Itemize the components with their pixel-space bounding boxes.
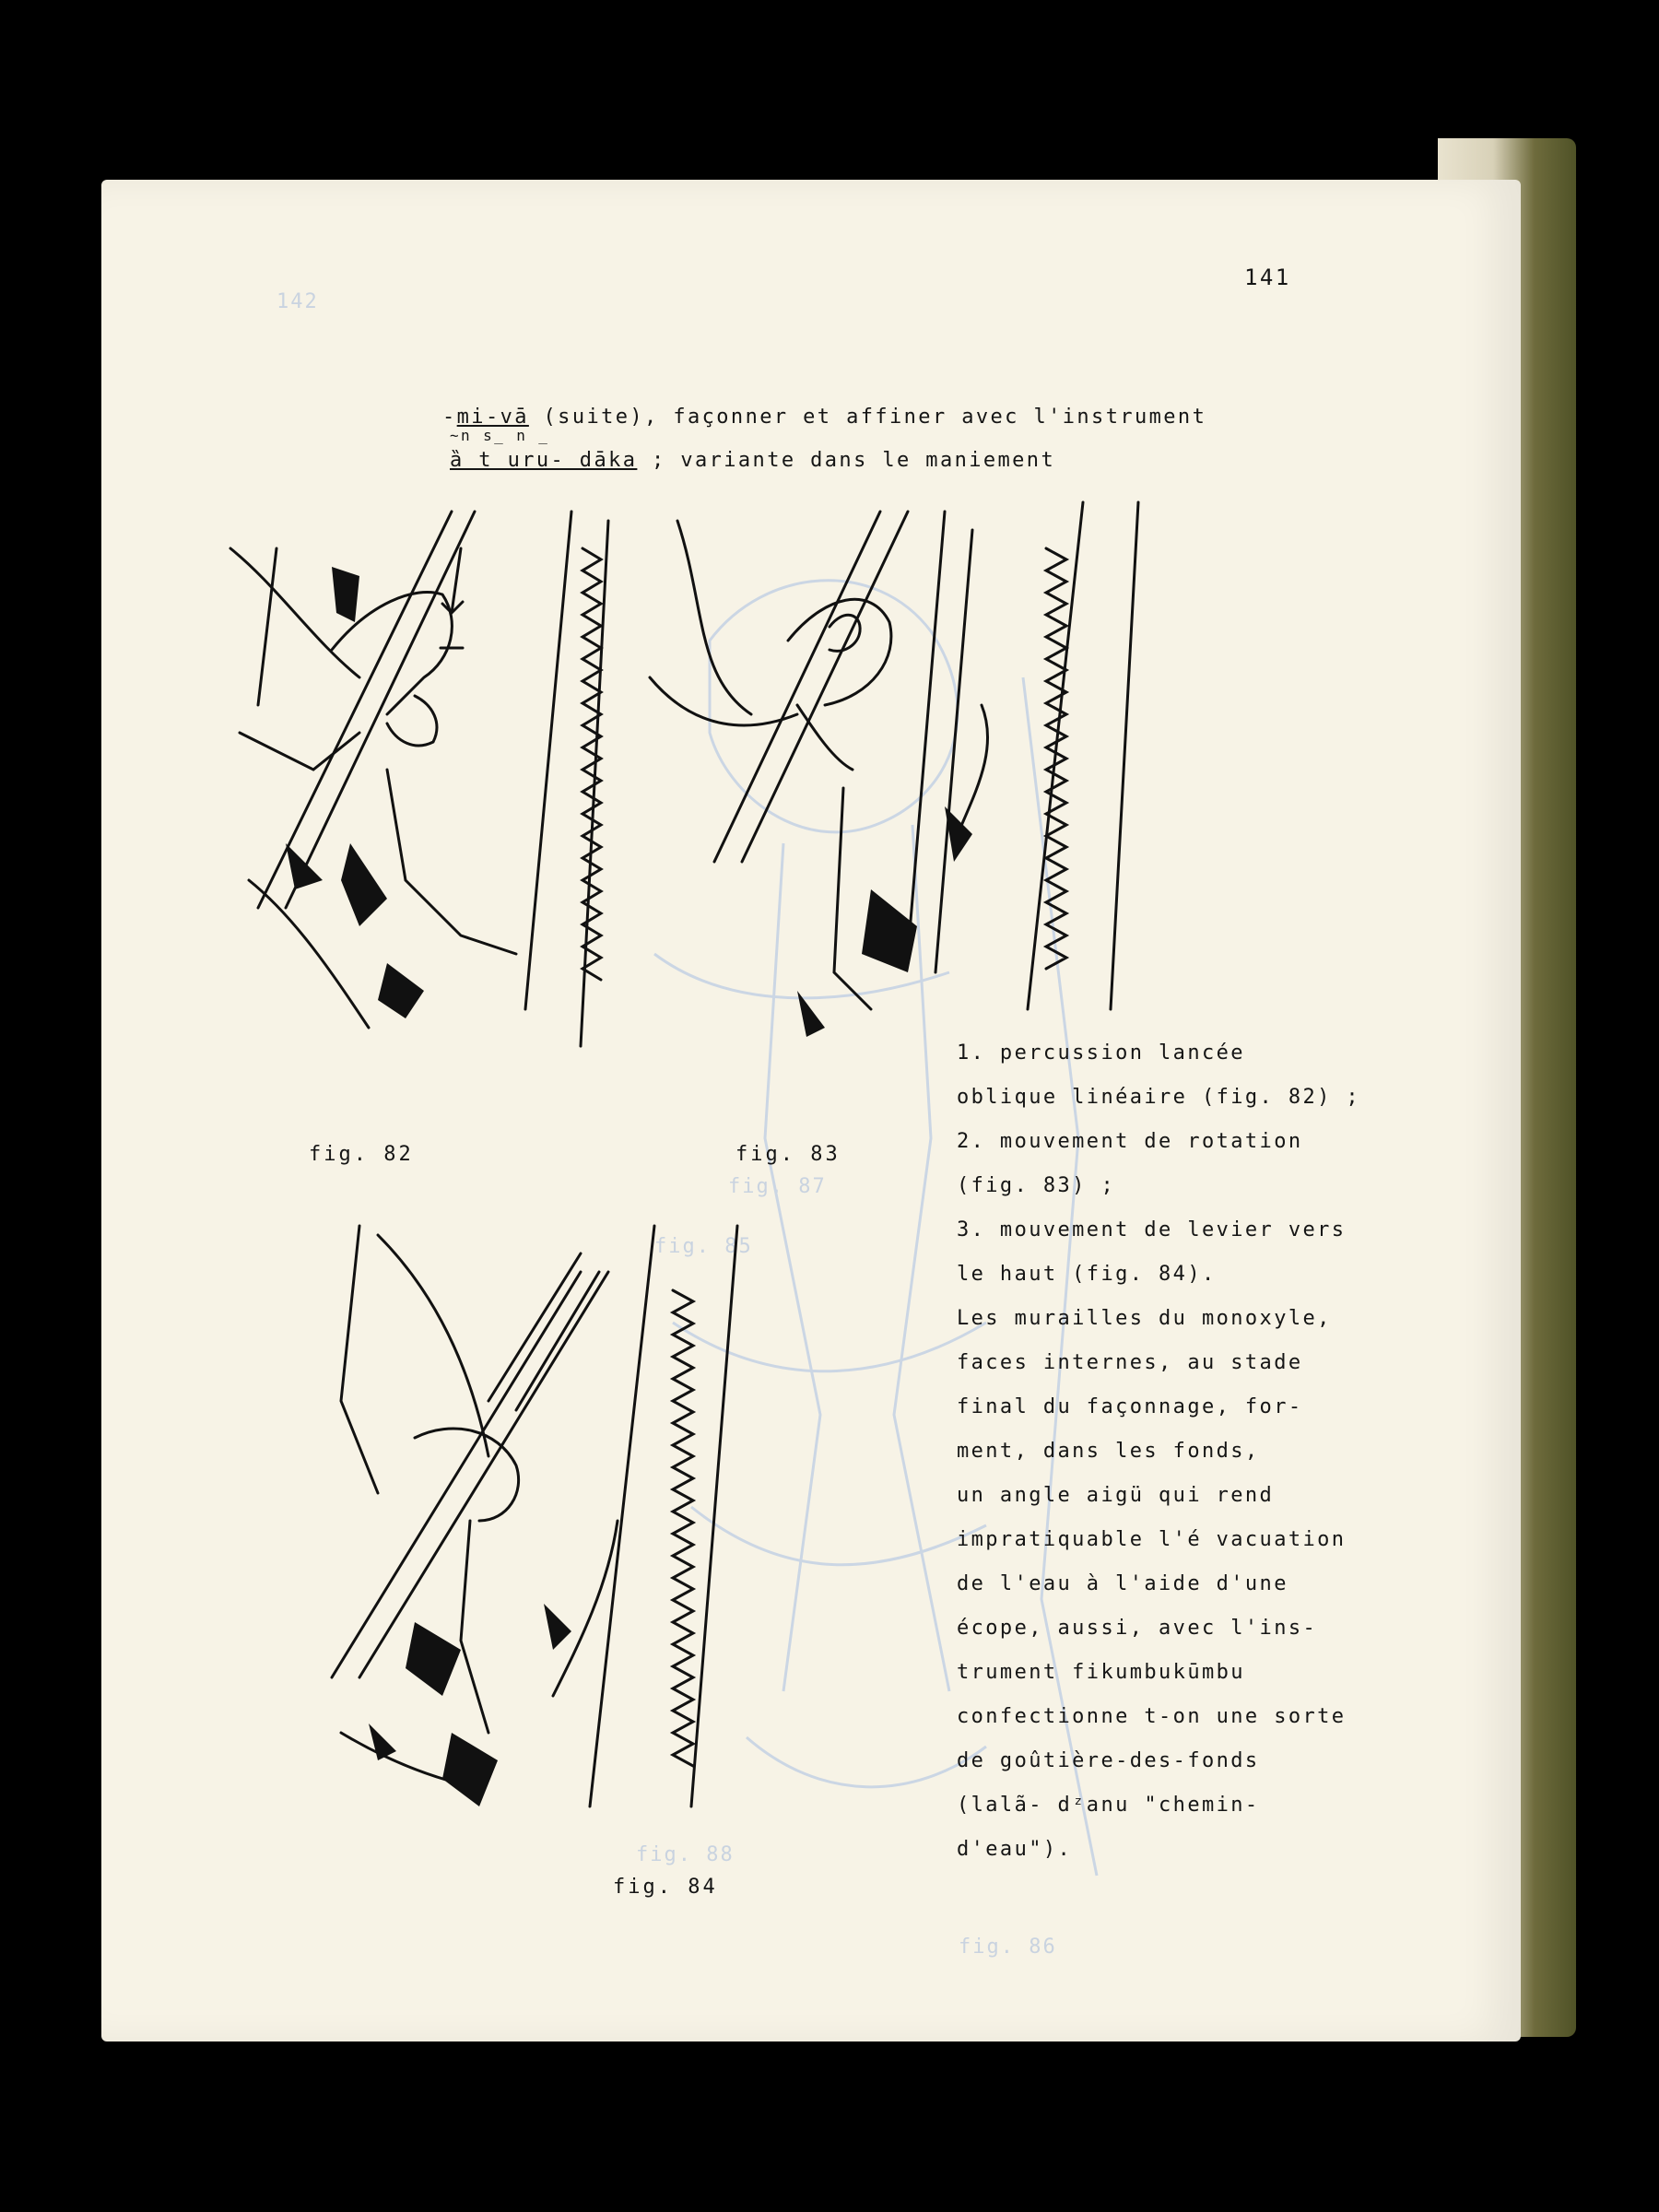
side-text-line: Les murailles du monoxyle, — [957, 1307, 1332, 1330]
side-text-line: d'eau"). — [957, 1838, 1073, 1861]
side-text-line: 2. mouvement de rotation — [957, 1130, 1303, 1153]
side-text-line: confectionne t-on une sorte — [957, 1705, 1347, 1728]
header-rest: (suite), façonner et affiner avec l'instrument — [528, 406, 1207, 429]
header-term-2: ȁ t uru- dāka — [450, 449, 638, 472]
side-text-line: (lalã- dᶻanu "chemin- — [957, 1794, 1260, 1817]
book-page — [101, 180, 1521, 2041]
page-number: 141 — [1244, 265, 1291, 290]
header-line-2 — [450, 449, 1055, 472]
side-text-line: écope, aussi, avec l'ins- — [957, 1617, 1318, 1640]
bleed-page-number: 142 — [276, 290, 319, 313]
figure-84-caption: fig. 84 — [613, 1876, 718, 1899]
side-text-line: (fig. 83) ; — [957, 1174, 1116, 1197]
side-text-line: faces internes, au stade — [957, 1351, 1303, 1374]
header-line-1 — [442, 406, 1206, 429]
side-text-line: oblique linéaire (fig. 82) ; — [957, 1086, 1361, 1109]
bleed-caption: fig. 87 — [728, 1175, 827, 1198]
side-text-column — [957, 1041, 1360, 1882]
side-text-line: impratiquable l'é vacuation — [957, 1528, 1347, 1551]
side-text-line: ment, dans les fonds, — [957, 1440, 1260, 1463]
side-text-line: de l'eau à l'aide d'une — [957, 1572, 1288, 1595]
side-text-line: le haut (fig. 84). — [957, 1263, 1217, 1286]
header-term: mi-vā — [456, 406, 529, 429]
side-text-line: trument fikumbukūmbu — [957, 1661, 1245, 1684]
side-text-line: un angle aigü qui rend — [957, 1484, 1275, 1507]
figure-82-drawing — [221, 493, 636, 1055]
figure-83-drawing — [641, 493, 1157, 1046]
figure-83-caption: fig. 83 — [735, 1143, 841, 1166]
bleed-caption: fig. 85 — [654, 1235, 753, 1258]
bleed-caption: fig. 86 — [959, 1936, 1057, 1959]
figure-82-caption: fig. 82 — [309, 1143, 414, 1166]
figure-84-drawing — [304, 1217, 783, 1843]
header-superscript: ~n s_ n _ — [450, 427, 550, 444]
side-text-line: final du façonnage, for- — [957, 1395, 1303, 1418]
bleed-caption: fig. 88 — [636, 1843, 735, 1866]
side-text-line: de goûtière-des-fonds — [957, 1749, 1260, 1772]
header-rest-2: ; variante dans le maniement — [637, 449, 1056, 472]
side-text-line: 1. percussion lancée — [957, 1041, 1245, 1065]
side-text-line: 3. mouvement de levier vers — [957, 1218, 1347, 1241]
header-dash: - — [442, 406, 457, 429]
